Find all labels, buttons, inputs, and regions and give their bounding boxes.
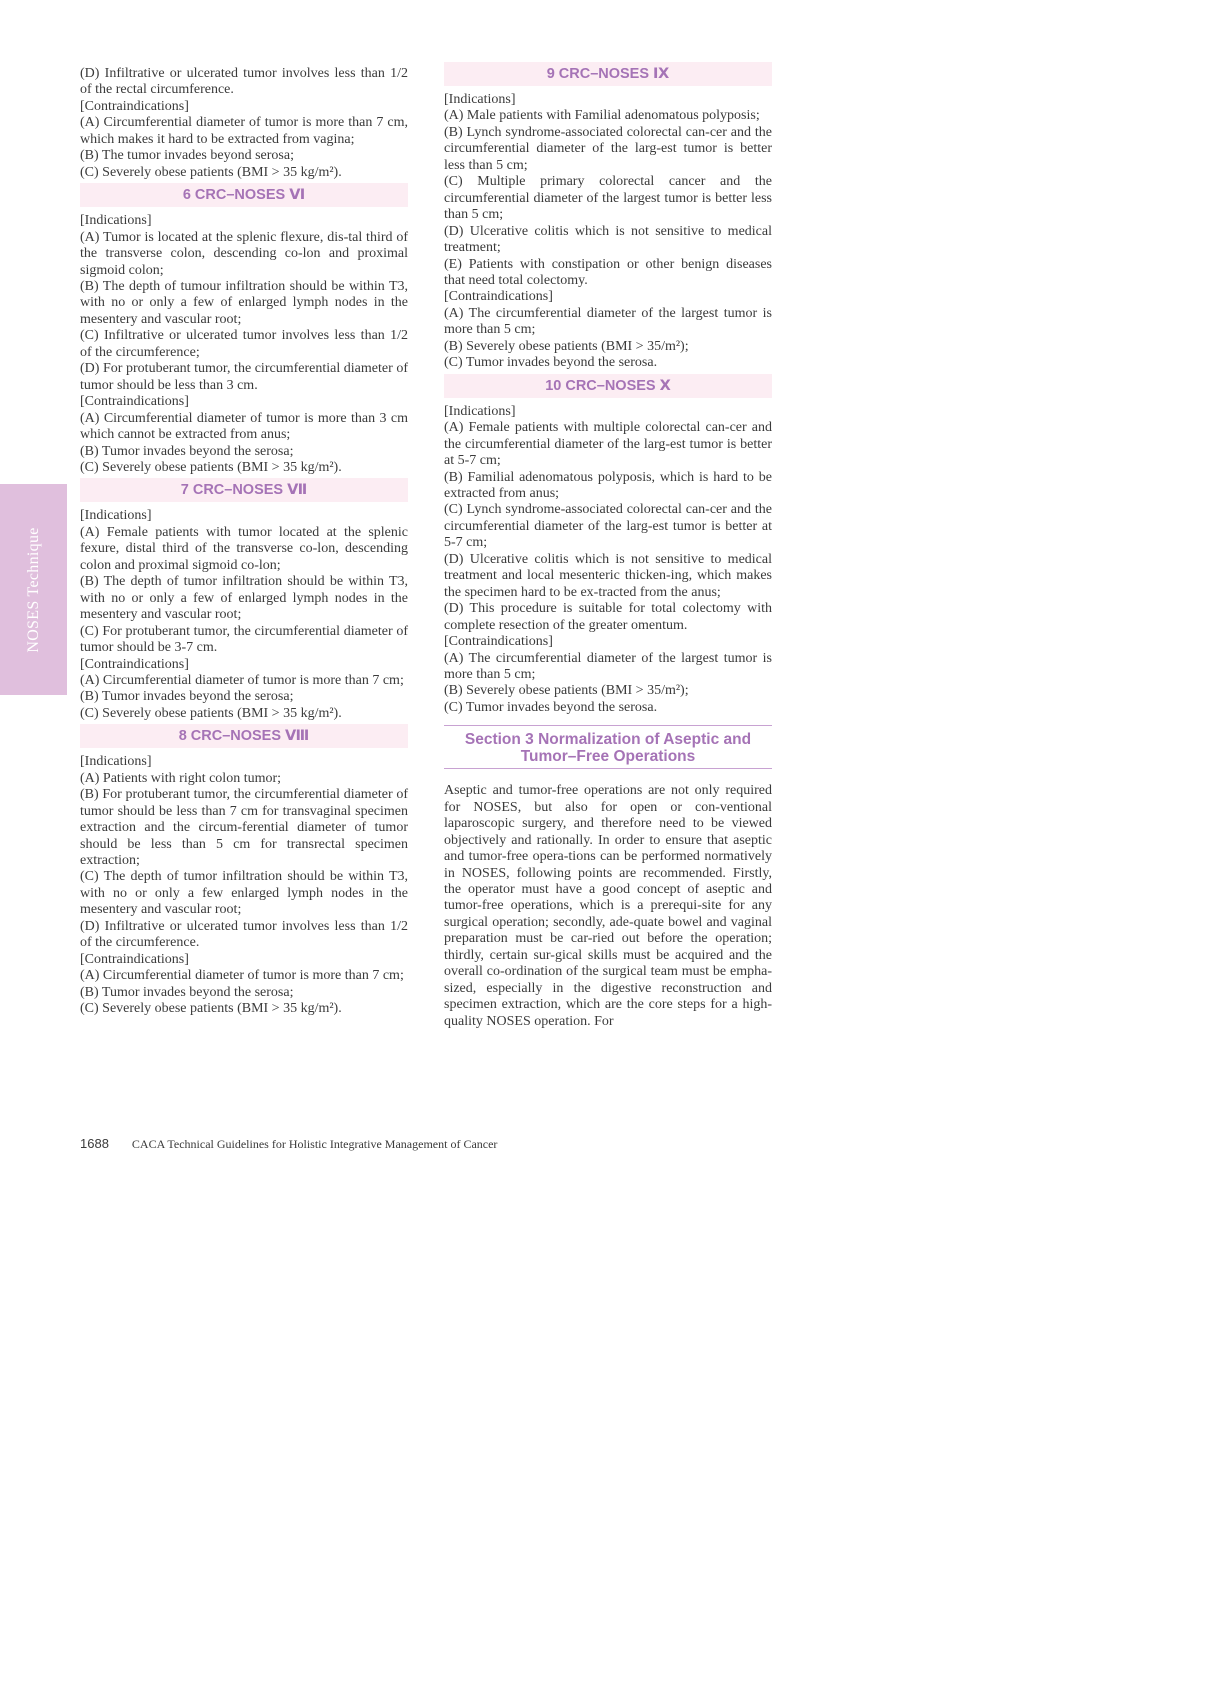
body-line: (C) Tumor invades beyond the serosa.: [444, 699, 658, 715]
body-line: (D) For protuberant tumor, the circumferential diameter of tumor should be less than 3 cm.: [80, 361, 408, 393]
body-line: [Indications]: [80, 213, 152, 229]
page-footer: [80, 1136, 497, 1152]
section-heading-noses-6: 6 CRC–NOSES Ⅵ: [80, 183, 408, 207]
section-heading-noses-9: 9 CRC–NOSES Ⅸ: [444, 62, 772, 86]
body-line: (A) Tumor is located at the splenic flexure, dis-tal third of the transverse colon, descending co-lon and proximal sigmoid colon;: [80, 229, 408, 278]
body-line: (B) The depth of tumour infiltration should be within T3, with no or only a few of enlarged lymph nodes in the mesentery and vascular root;: [80, 278, 408, 327]
body-line: (C) Severely obese patients (BMI > 35 kg/m²).: [80, 459, 342, 475]
body-line: (B) Familial adenomatous polyposis, which is hard to be extracted from anus;: [444, 469, 772, 501]
intro-line: (D) Infiltrative or ulcerated tumor involves less than 1/2 of the rectal circumference.: [80, 66, 408, 98]
body-line: [Indications]: [80, 754, 152, 770]
left-column: [80, 66, 408, 1018]
body-line: (C) Lynch syndrome-associated colorectal can-cer and the circumferential diameter of the larg-est tumor is better at 5-7 cm;: [444, 502, 772, 551]
body-line: (A) Male patients with Familial adenomatous polyposis;: [444, 108, 760, 124]
body-line: (A) The circumferential diameter of the largest tumor is more than 5 cm;: [444, 650, 772, 682]
body-line: (B) Tumor invades beyond the serosa;: [80, 443, 294, 459]
body-line: [Contraindications]: [80, 656, 189, 672]
section-3-title-line: Section 3 Normalization of Aseptic and: [464, 731, 752, 749]
side-tab: [0, 484, 67, 695]
section-heading-noses-7: 7 CRC–NOSES Ⅶ: [80, 478, 408, 502]
section-3-title-line: Tumor–Free Operations: [520, 748, 696, 766]
body-line: (A) Circumferential diameter of tumor is more than 3 cm which cannot be extracted from anus;: [80, 410, 408, 443]
body-line: (C) Tumor invades beyond the serosa.: [444, 355, 658, 371]
body-line: [Contraindications]: [444, 289, 553, 305]
body-line: (A) The circumferential diameter of the largest tumor is more than 5 cm;: [444, 305, 772, 338]
page-number: 1688: [80, 1136, 109, 1151]
body-line: (C) Infiltrative or ulcerated tumor involves less than 1/2 of the circumference;: [80, 328, 408, 360]
body-line: (B) Tumor invades beyond the serosa;: [80, 689, 294, 705]
intro-line: (A) Circumferential diameter of tumor is more than 7 cm, which makes it hard to be extracted from vagina;: [80, 115, 408, 147]
right-column: [444, 60, 772, 1030]
body-line: (E) Patients with constipation or other benign diseases that need total colectomy.: [444, 256, 772, 288]
body-line: [Indications]: [80, 508, 152, 524]
footer-title: CACA Technical Guidelines for Holistic Integrative Management of Cancer: [131, 1137, 498, 1151]
body-line: (A) Circumferential diameter of tumor is more than 7 cm;: [80, 672, 404, 688]
body-line: (C) Severely obese patients (BMI > 35 kg/m²).: [80, 1001, 342, 1017]
section-3-title: [444, 725, 772, 769]
body-line: [Indications]: [444, 403, 516, 419]
body-line: (B) Lynch syndrome-associated colorectal can-cer and the circumferential diameter of the larg-est tumor is better less than 5 cm;: [444, 124, 772, 173]
intro-line: [Contraindications]: [80, 98, 189, 114]
body-line: (B) Severely obese patients (BMI > 35/m²);: [444, 683, 689, 699]
intro-line: (B) The tumor invades beyond serosa;: [80, 148, 294, 164]
body-line: (C) The depth of tumor infiltration should be within T3, with no or only a few enlarged lymph nodes in the mesentery and vascular root;: [80, 869, 408, 918]
side-tab-label: NOSES Technique: [24, 526, 42, 653]
body-line: [Contraindications]: [80, 951, 189, 967]
body-line: (A) Patients with right colon tumor;: [80, 770, 282, 786]
body-line: (D) Ulcerative colitis which is not sensitive to medical treatment;: [444, 223, 772, 256]
body-line: (B) For protuberant tumor, the circumferential diameter of tumor should be less than 7 cm for transvaginal specimen extraction and the circum-ferential diameter of tumor should be less than 5 cm for transrectal specimen extraction;: [80, 787, 408, 869]
body-line: (C) Severely obese patients (BMI > 35 kg/m²).: [80, 705, 342, 721]
section-heading-noses-10: 10 CRC–NOSES Ⅹ: [444, 374, 772, 398]
body-line: [Contraindications]: [80, 394, 189, 410]
body-line: [Indications]: [444, 92, 516, 107]
body-line: (B) Tumor invades beyond the serosa;: [80, 984, 294, 1000]
body-line: (D) Infiltrative or ulcerated tumor involves less than 1/2 of the circumference.: [80, 918, 408, 951]
body-line: (B) The depth of tumor infiltration should be within T3, with no or only a few of enlarged lymph nodes in the mesentery and vascular root;: [80, 574, 408, 623]
intro-line: (C) Severely obese patients (BMI > 35 kg/m²).: [80, 164, 342, 180]
section-heading-noses-8: 8 CRC–NOSES Ⅷ: [80, 724, 408, 748]
body-line: (A) Female patients with tumor located at the splenic fexure, distal third of the transverse co-lon, descending colon and proximal sigmoid co-lon;: [80, 524, 408, 573]
section-3-paragraph: Aseptic and tumor-free operations are not only required for NOSES, but also for open or con-ventional laparoscopic surgery, and therefore need to be viewed objectively and rationally. In order to ensure that aseptic and tumor-free opera-tions can be performed normatively in NOSES, following points are recommended. Firstly, the operator must have a good concept of aseptic and tumor-free operations, which is a prerequi-site for any surgical operation; secondly, ade-quate bowel and vaginal preparation must be car-ried out before the operation; thirdly, certain sur-gical skills must be acquired and the overall co-ordination of the surgical team must be empha-sized, especially in the digestive reconstruction and specimen extraction, which are the core steps for a high-quality NOSES operation. For: [444, 783, 772, 1029]
body-line: (D) This procedure is suitable for total colectomy with complete resection of the greater omentum.: [444, 601, 772, 633]
body-line: (A) Female patients with multiple colorectal can-cer and the circumferential diameter of the larg-est tumor is better at 5-7 cm;: [444, 420, 772, 469]
body-line: (C) For protuberant tumor, the circumferential diameter of tumor should be 3-7 cm.: [80, 623, 408, 656]
body-line: (C) Multiple primary colorectal cancer and the circumferential diameter of the largest tumor is better less than 5 cm;: [444, 174, 772, 223]
body-line: (D) Ulcerative colitis which is not sensitive to medical treatment and local mesenteric thicken-ing, which makes the specimen hard to be ex-tracted from the anus;: [444, 551, 772, 600]
body-line: (A) Circumferential diameter of tumor is more than 7 cm;: [80, 968, 404, 984]
body-line: (B) Severely obese patients (BMI > 35/m²);: [444, 338, 689, 354]
body-line: [Contraindications]: [444, 634, 553, 650]
